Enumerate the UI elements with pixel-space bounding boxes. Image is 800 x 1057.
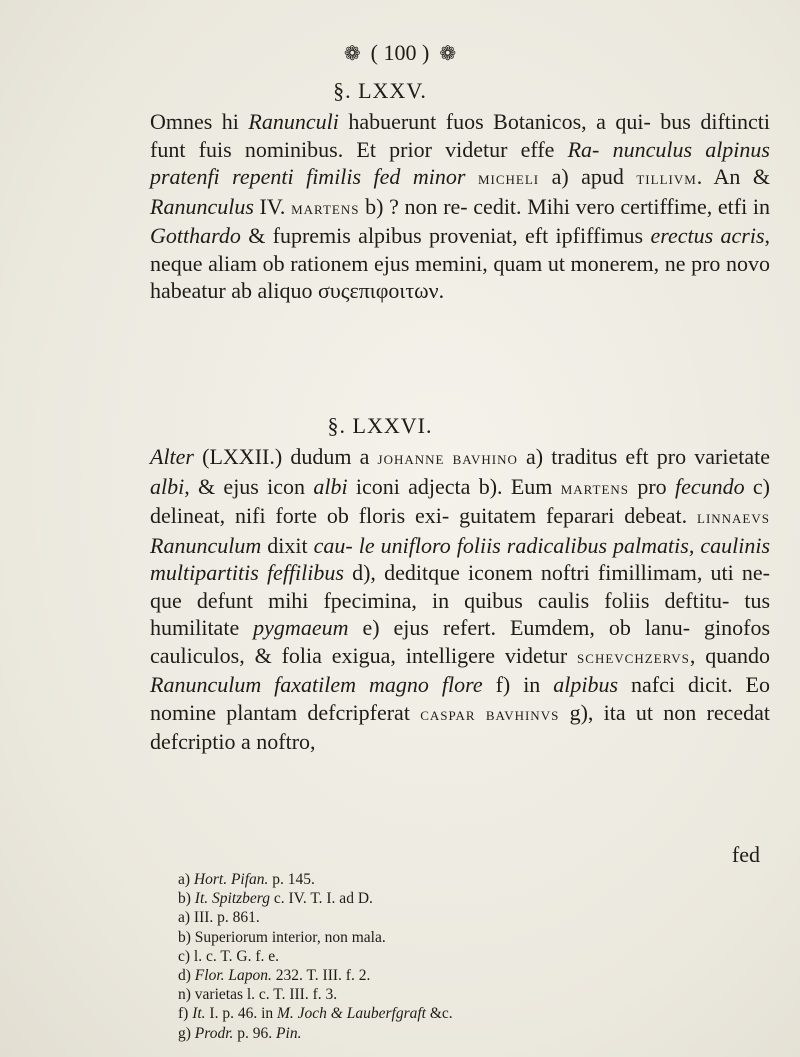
text-run	[465, 164, 477, 189]
text-run: &c.	[425, 1005, 453, 1023]
text-run: , neque aliam ob rationem ejus memini, quam ut monerem, ne pro novo habeatur ab aliquo συςεπιφοιτων.	[150, 223, 770, 303]
text-run: a)	[178, 871, 194, 888]
text-run: b) ? non re- cedit. Mihi vero certiffime, etfi in	[359, 193, 770, 219]
text-run: caspar bavhinvs	[420, 703, 560, 724]
footnote	[178, 947, 738, 966]
text-run: nafci dicit. Eo nomine plantam defcripferat	[150, 672, 770, 725]
text-run: g), ita ut non recedat defcriptio a noftro,	[150, 699, 770, 754]
text-run: I. p. 46. in	[205, 1005, 278, 1023]
text-run: schevchzervs	[577, 646, 690, 667]
text-run: It. Spitzberg	[194, 890, 270, 908]
left-ornament-icon: ❁	[343, 42, 361, 65]
text-run: pro	[629, 473, 675, 499]
text-run: c) l. c. T. G. f. e.	[178, 947, 279, 965]
text-run: albi	[313, 473, 348, 499]
text-run: johanne bavhino	[377, 448, 518, 468]
text-run: b)	[178, 890, 195, 908]
text-run: e) ejus refert. Eumdem, ob lanu- ginofos cauliculos, & folia exigua, intelligere videtur	[150, 615, 771, 668]
text-run: IV.	[253, 193, 292, 219]
text-run: . An &	[696, 164, 771, 189]
section-heading-lxxvi: §. LXXVI.	[327, 413, 433, 438]
text-run: p. 145.	[268, 871, 315, 888]
text-run: It.	[192, 1005, 206, 1023]
text-run: d), deditque iconem noftri fimillimam, uti ne- que defunt mihi fpecimina, in quibus caulis foliis deftitu- tus humilitate	[150, 560, 771, 640]
text-run: dixit	[261, 532, 314, 558]
text-run: micheli	[477, 168, 540, 188]
footnote	[178, 1024, 738, 1043]
text-run: b) Superiorum interior, non mala.	[178, 928, 386, 946]
text-run: martens	[560, 477, 630, 498]
text-run: alpibus	[553, 672, 619, 697]
paragraph-lxxv	[150, 108, 770, 305]
text-run: albi	[150, 473, 185, 499]
text-run: f) in	[482, 672, 554, 697]
text-run: erectus acris	[650, 223, 765, 248]
text-run: iconi adjecta b). Eum	[347, 473, 561, 499]
text-run: Pin.	[276, 1024, 302, 1042]
text-run: & fupremis alpibus proveniat, eft ipfiffimus	[240, 223, 651, 248]
text-run: a) traditus eft pro varietate	[517, 444, 770, 469]
text-run: Flor. Lapon.	[194, 967, 272, 985]
text-run: 232. T. III. f. 2.	[271, 967, 371, 985]
catchword: fed	[731, 842, 760, 867]
paragraph-lxxvi	[150, 443, 770, 756]
text-run: d)	[178, 967, 195, 985]
footnote	[178, 1004, 738, 1023]
text-run: Gotthardo	[150, 223, 241, 248]
text-run: fecundo	[674, 473, 745, 499]
footnote	[178, 908, 738, 927]
text-run: Ranunculum	[150, 532, 262, 558]
text-run: p. 96.	[233, 1024, 277, 1042]
right-ornament-icon: ❁	[439, 42, 457, 65]
text-run: habuerunt fuos Botanicos, a qui- bus diftincti funt fuis nominibus. Et prior videtur effe	[150, 109, 770, 162]
text-run: Hort. Pifan.	[193, 871, 269, 888]
text-run: M. Joch & Lauberfgraft	[277, 1005, 426, 1023]
text-run: pygmaeum	[253, 615, 349, 640]
footnote	[178, 928, 738, 947]
text-run: Omnes hi	[150, 109, 249, 134]
text-run: n) varietas l. c. T. III. f. 3.	[178, 986, 338, 1004]
section-lxxvi-body	[150, 443, 770, 756]
text-run: (LXXII.) dudum a	[194, 444, 378, 469]
text-run: a) III. p. 861.	[178, 909, 260, 927]
text-run: Alter	[150, 444, 194, 469]
text-run: f)	[178, 1005, 193, 1023]
text-run: , quando	[689, 642, 771, 668]
text-run: c) delineat, nifi forte ob floris exi- guitatem feparari debeat.	[150, 473, 771, 528]
page-number: ( 100 )	[370, 40, 430, 65]
page-header	[0, 40, 800, 66]
text-run: g)	[178, 1024, 195, 1042]
text-run: Ra- nunculus alpinus pratenfi repenti fimilis fed minor	[150, 136, 770, 189]
text-run: Ranunculi	[248, 109, 339, 134]
text-run: Ranunculus	[150, 193, 254, 219]
footnote	[178, 985, 738, 1004]
text-run: Prodr.	[194, 1024, 234, 1042]
text-run: a) apud	[539, 164, 637, 189]
text-run: Ranunculum faxatilem magno flore	[150, 672, 483, 697]
footnotes	[178, 870, 738, 1043]
text-run: cau- le unifloro foliis radicalibus palmatis, caulinis multipartitis feffilibus	[150, 532, 771, 585]
text-run: c. IV. T. I. ad D.	[270, 890, 373, 908]
text-run: martens	[291, 197, 360, 218]
text-run: linnaevs	[697, 507, 770, 527]
text-run: , & ejus icon	[184, 473, 314, 499]
section-lxxv-body	[150, 108, 770, 305]
footnote	[178, 889, 738, 908]
footnote	[178, 966, 738, 985]
footnote	[178, 870, 738, 889]
text-run: tillivm	[636, 168, 697, 188]
section-heading-lxxv: §. LXXV.	[333, 78, 427, 103]
